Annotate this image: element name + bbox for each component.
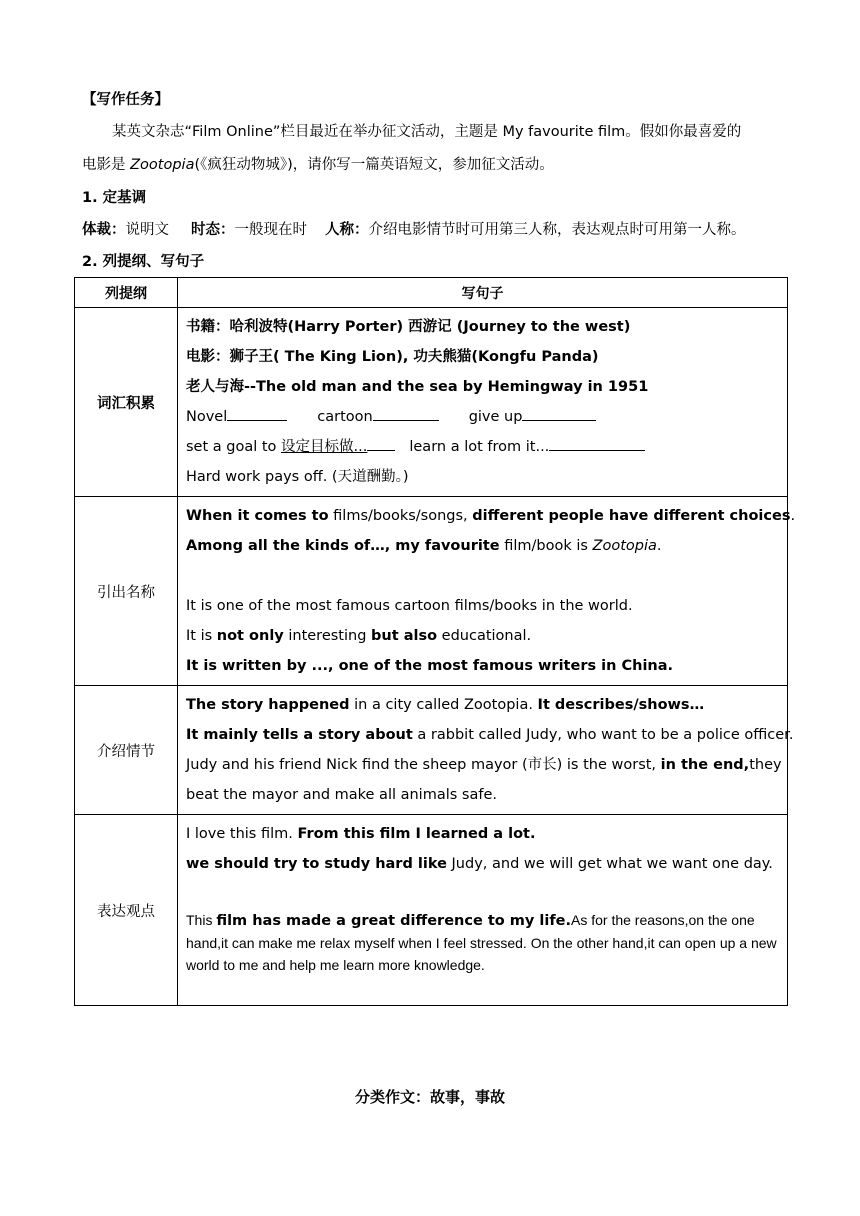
tense-label: 时态： xyxy=(191,222,235,238)
vocab-set-goal-answer: 设定目标做... xyxy=(281,439,368,455)
table-row-vocab xyxy=(75,308,788,497)
intro-spacer xyxy=(186,561,781,591)
intro-s4-t2: interesting xyxy=(283,628,372,644)
step1-heading: 1. 定基调 xyxy=(82,190,147,206)
intro-s2-t1: film/book is xyxy=(499,538,593,554)
table-header-row xyxy=(75,278,788,308)
opinion-content xyxy=(178,815,788,1006)
opinion-s2-t1: Judy, and we will get what we want one day. xyxy=(446,856,773,872)
plot-s1-t1: in a city called Zootopia. xyxy=(349,697,538,713)
tense-value: 一般现在时 xyxy=(234,222,307,238)
plot-sentence-2 xyxy=(186,720,794,750)
intro-s1-b1: When it comes to xyxy=(186,508,329,524)
task-line-2-post: (《疯狂动物城》)，请你写一篇英语短文，参加征文活动。 xyxy=(194,157,554,173)
col-header-sentences: 写句子 xyxy=(178,278,788,308)
intro-s4-b2: but also xyxy=(371,628,438,644)
section-heading: 【写作任务】 xyxy=(82,92,169,108)
opinion-sentence-3 xyxy=(186,909,781,976)
row-label-opinion: 表达观点 xyxy=(75,815,178,1006)
vocab-set-goal: set a goal to xyxy=(186,439,282,455)
vocab-films: 电影：狮子王( The King Lion), 功夫熊猫(Kongfu Panda) xyxy=(186,349,599,365)
film-title: Zootopia xyxy=(130,157,195,173)
vocab-learn-lot: learn a lot from it... xyxy=(409,439,550,455)
table-row-opinion xyxy=(75,815,788,1006)
vocab-content xyxy=(178,308,788,497)
table-row-intro xyxy=(75,497,788,686)
genre-label: 体裁： xyxy=(82,222,126,238)
vocab-blanks xyxy=(186,402,781,432)
intro-s2-b1: Among all the kinds of…, my favourite xyxy=(186,538,500,554)
table-row-plot xyxy=(75,686,788,815)
intro-s2-title: Zootopia xyxy=(592,538,657,554)
intro-s4-t3: educational. xyxy=(437,628,532,644)
intro-sentence-4 xyxy=(186,621,781,651)
blank-learn-lot xyxy=(549,436,645,451)
vocab-novel: Novel xyxy=(186,409,228,425)
intro-sentence-1 xyxy=(186,501,796,531)
opinion-s3-t1: This xyxy=(186,912,217,928)
opinion-sentence-1 xyxy=(186,819,781,849)
opinion-s2-b1: we should try to study hard like xyxy=(186,856,447,872)
intro-s1-b2: different people have different choices xyxy=(472,508,791,524)
intro-s1-t2: . xyxy=(790,508,796,524)
opinion-s3-t2: As for the reasons,on the one hand,it can make me relax myself when I feel stressed. On the other hand,it can open up a new world to me and help me learn more knowledge. xyxy=(186,912,777,973)
plot-s2-b1: It mainly tells a story about xyxy=(186,727,413,743)
plot-content xyxy=(178,686,794,815)
intro-s2-t2: . xyxy=(656,538,662,554)
person-label: 人称： xyxy=(325,222,369,238)
plot-sentence-1 xyxy=(186,690,781,720)
plot-sentence-3 xyxy=(186,750,781,780)
plot-sentence-4: beat the mayor and make all animals safe. xyxy=(186,787,497,803)
person-value: 介绍电影情节时可用第三人称，表达观点时可用第一人称。 xyxy=(368,222,746,238)
vocab-phrases xyxy=(186,432,781,462)
intro-s4-t1: It is xyxy=(186,628,217,644)
plot-s1-b2: It describes/shows… xyxy=(537,697,705,713)
intro-s4-b1: not only xyxy=(216,628,284,644)
outline-table xyxy=(74,277,796,1006)
plot-s3-b1: in the end, xyxy=(660,757,750,773)
genre-value: 说明文 xyxy=(125,222,169,238)
row-label-plot: 介绍情节 xyxy=(75,686,178,815)
blank-give-up xyxy=(522,406,596,421)
plot-s3-t1: Judy and his friend Nick find the sheep mayor (市长) is the worst, xyxy=(186,757,661,773)
step2-heading: 2. 列提纲、写句子 xyxy=(82,254,205,270)
blank-novel xyxy=(227,406,287,421)
task-line-1: 某英文杂志“Film Online”栏目最近在举办征文活动，主题是 My favourite film。假如你最喜爱的 xyxy=(112,124,742,140)
intro-sentence-5: It is written by ..., one of the most famous writers in China. xyxy=(186,658,674,674)
opinion-s3-b1: film has made a great difference to my life. xyxy=(216,913,571,929)
opinion-s1-b1: From this film I learned a lot. xyxy=(297,826,536,842)
intro-s1-t1: films/books/songs, xyxy=(328,508,473,524)
opinion-sentence-2 xyxy=(186,849,781,879)
blank-set-goal xyxy=(367,436,395,451)
plot-s3-t2: they xyxy=(749,757,782,773)
vocab-oldman: 老人与海--The old man and the sea by Hemingway in 1951 xyxy=(186,379,649,395)
vocab-hard-work: Hard work pays off. (天道酬勤。) xyxy=(186,469,409,485)
task-line-2 xyxy=(82,153,554,174)
col-header-outline: 列提纲 xyxy=(75,278,178,308)
opinion-s1-t1: I love this film. xyxy=(186,826,298,842)
plot-s2-t1: a rabbit called Judy, who want to be a police officer. xyxy=(412,727,794,743)
vocab-give-up: give up xyxy=(468,409,523,425)
row-label-vocab: 词汇积累 xyxy=(75,308,178,497)
vocab-cartoon: cartoon xyxy=(317,409,373,425)
tone-line xyxy=(82,218,746,239)
intro-sentence-3: It is one of the most famous cartoon films/books in the world. xyxy=(186,598,633,614)
task-line-2-pre: 电影是 xyxy=(82,157,131,173)
blank-cartoon xyxy=(373,406,439,421)
intro-content xyxy=(178,497,796,686)
vocab-books: 书籍：哈利波特(Harry Porter) 西游记 (Journey to the west) xyxy=(186,319,631,335)
intro-sentence-2 xyxy=(186,531,781,561)
plot-s1-b1: The story happened xyxy=(186,697,350,713)
next-section-title: 分类作文：故事，事故 xyxy=(354,1088,505,1106)
row-label-intro: 引出名称 xyxy=(75,497,178,686)
opinion-spacer xyxy=(186,879,781,909)
